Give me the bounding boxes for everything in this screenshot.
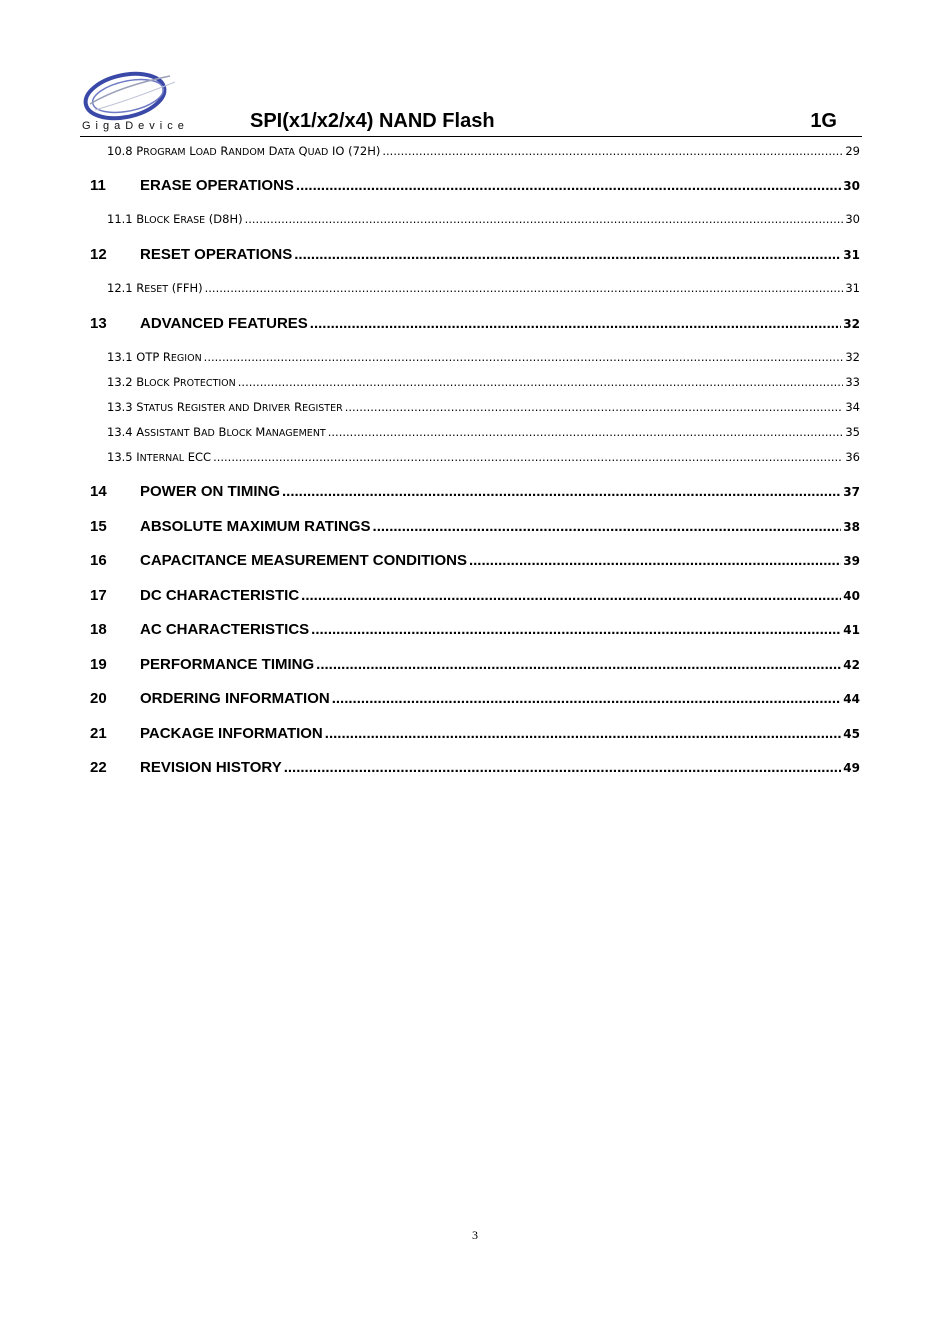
toc-entry-label: 13.4 ASSISTANT BAD BLOCK MANAGEMENT [107,425,326,439]
toc-number: 17 [90,587,107,604]
toc-page: 33 [845,375,860,389]
toc-entry-18[interactable] [90,621,860,638]
toc-page: 41 [843,623,860,637]
toc-number: 11 [90,177,106,194]
toc-entry-10-8[interactable] [107,144,860,158]
toc-leader [316,656,841,673]
toc-page: 38 [843,520,860,534]
toc-leader [301,587,841,604]
toc-entry-13[interactable] [90,315,860,332]
toc-label: REVISION HISTORY [140,759,282,776]
toc-label: PACKAGE INFORMATION [140,725,323,742]
toc-number: 15 [90,518,107,535]
toc-label: DC CHARACTERISTIC [140,587,300,604]
toc-number: 18 [90,621,107,638]
toc-number: 19 [90,656,107,673]
toc-number: 20 [90,690,107,707]
toc-page: 31 [845,281,860,295]
toc-leader [311,621,841,638]
toc-number: 12 [90,246,107,263]
toc-entry-22[interactable] [90,759,860,776]
toc-label: POWER ON TIMING [140,483,280,500]
toc-number: 21 [90,725,107,742]
toc-page: 30 [843,179,860,193]
toc-leader [245,212,844,226]
toc-page: 32 [843,317,860,331]
toc-entry-11-1[interactable] [107,212,860,226]
toc-entry-11[interactable] [90,177,860,194]
toc-entry-13-5[interactable] [107,450,860,464]
toc-label: ABSOLUTE MAXIMUM RATINGS [140,518,371,535]
document-title: SPI(x1/x2/x4) NAND Flash [250,110,495,132]
toc-page: 29 [845,144,860,158]
toc-entry-label: 11.1 BLOCK ERASE (D8H) [107,212,243,226]
toc-page: 30 [845,212,860,226]
header-rule [80,136,862,137]
toc-entry-20[interactable] [90,690,860,707]
toc-leader [310,315,842,332]
toc-page: 40 [843,589,860,603]
toc-page: 31 [843,248,860,262]
toc-page: 32 [845,350,860,364]
toc-page: 44 [843,692,860,706]
toc-label: ERASE OPERATIONS [140,177,294,194]
toc-page: 42 [843,658,860,672]
toc-entry-13-3[interactable] [107,400,860,414]
toc-leader [294,246,841,263]
toc-leader [296,177,841,194]
toc-entry-label: 12.1 RESET (FFH) [107,281,203,295]
document-density: 1G [810,110,837,132]
toc-leader [204,350,844,364]
toc-entry-16[interactable] [90,552,860,569]
toc-entry-13-1[interactable] [107,350,860,364]
toc-leader [325,725,842,742]
toc-leader [469,552,841,569]
toc-entry-label: 13.1 OTP REGION [107,350,202,364]
toc-label: CAPACITANCE MEASUREMENT CONDITIONS [140,552,467,569]
toc-page: 45 [843,727,860,741]
toc-page: 39 [843,554,860,568]
toc-page: 49 [843,761,860,775]
toc-entry-14[interactable] [90,483,860,500]
toc-number: 16 [90,552,107,569]
toc-page: 35 [845,425,860,439]
toc-leader [282,483,841,500]
toc-label: ORDERING INFORMATION [140,690,330,707]
toc-entry-19[interactable] [90,656,860,673]
toc-page: 36 [845,450,860,464]
toc-entry-21[interactable] [90,725,860,742]
toc-entry-12[interactable] [90,246,860,263]
toc-leader [382,144,843,158]
toc-label: RESET OPERATIONS [140,246,293,263]
toc-leader [345,400,844,414]
toc-page: 37 [843,485,860,499]
toc-entry-12-1[interactable] [107,281,860,295]
toc-page: 34 [845,400,860,414]
toc-number: 14 [90,483,107,500]
toc-entry-15[interactable] [90,518,860,535]
page-number: 3 [472,1228,478,1242]
toc-leader [284,759,842,776]
toc-label: AC CHARACTERISTICS [140,621,310,638]
toc-leader [373,518,842,535]
toc-leader [332,690,842,707]
toc-leader [238,375,844,389]
toc-entry-label: 10.8 PROGRAM LOAD RANDOM DATA QUAD IO (72H) [107,144,381,158]
toc-entry-13-2[interactable] [107,375,860,389]
page-header [80,66,862,138]
toc-label: PERFORMANCE TIMING [140,656,315,673]
toc-number: 13 [90,315,107,332]
toc-entry-13-4[interactable] [107,425,860,439]
toc-entry-label: 13.2 BLOCK PROTECTION [107,375,236,389]
toc-entry-label: 13.3 STATUS REGISTER AND DRIVER REGISTER [107,400,343,414]
toc-leader [328,425,844,439]
toc-leader [205,281,844,295]
toc-leader [213,450,843,464]
toc-label: ADVANCED FEATURES [140,315,308,332]
toc-entry-label: 13.5 INTERNAL ECC [107,450,212,464]
logo-wordmark: GigaDevice [82,120,189,132]
toc-number: 22 [90,759,107,776]
toc-entry-17[interactable] [90,587,860,604]
